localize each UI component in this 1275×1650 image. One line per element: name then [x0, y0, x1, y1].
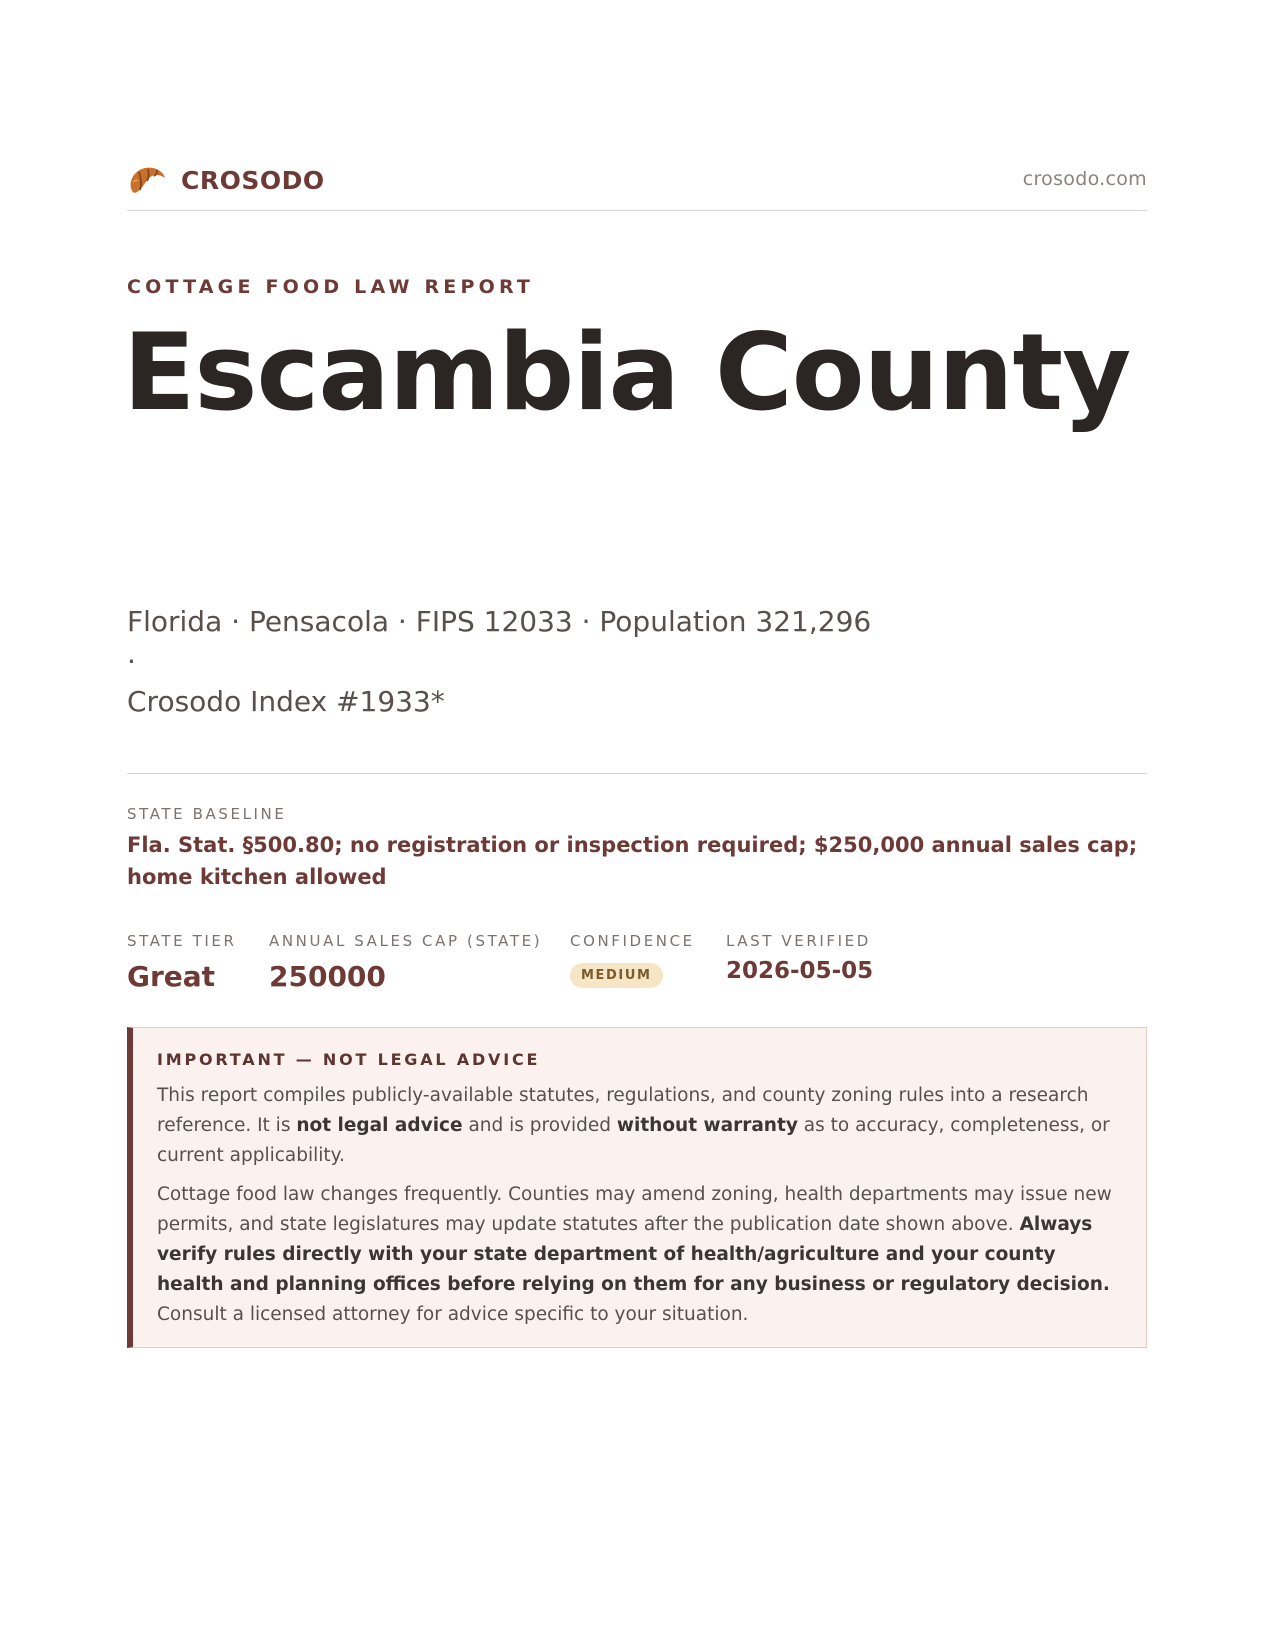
croissant-icon — [127, 162, 167, 198]
notice-text: Cottage food law changes frequently. Counties may amend zoning, health departments may issue new permits, and state legislatures may update statutes after the publication date shown above. — [157, 1184, 1112, 1235]
notice-text: Consult a licensed attorney for advice specific to your situation. — [157, 1304, 749, 1325]
stat-confidence — [570, 932, 695, 988]
notice-emphasis: without warranty — [616, 1115, 798, 1136]
section-divider — [127, 773, 1147, 774]
notice-text: and is provided — [462, 1115, 617, 1136]
notice-emphasis: Always verify rules directly with your state department of health/agriculture and your county health and planning offices before relying on them for any business or regulatory decision. — [157, 1214, 1110, 1295]
brand[interactable] — [127, 162, 325, 198]
stat-state-tier — [127, 932, 237, 993]
stat-label: LAST VERIFIED — [726, 932, 871, 950]
county-meta-line-1: Florida · Pensacola · FIPS 12033 · Population 321,296 · — [127, 605, 872, 678]
baseline-text: Fla. Stat. §500.80; no registration or inspection required; $250,000 annual sales cap; home kitchen allowed — [127, 833, 1138, 889]
stat-last-verified — [726, 932, 873, 984]
notice-emphasis: not legal advice — [296, 1115, 463, 1136]
confidence-badge: MEDIUM — [570, 963, 663, 988]
county-meta-line-2: Crosodo Index #1933* — [127, 685, 445, 718]
baseline-label: STATE BASELINE — [127, 805, 287, 823]
report-kicker: COTTAGE FOOD LAW REPORT — [127, 276, 535, 298]
site-url-link[interactable]: crosodo.com — [1022, 168, 1147, 190]
notice-text: This report compiles publicly-available statutes, regulations, and county zoning rules into a research reference. It is — [157, 1085, 1089, 1136]
county-meta — [127, 602, 887, 722]
brand-name: CROSODO — [181, 165, 325, 195]
notice-title: IMPORTANT — NOT LEGAL ADVICE — [157, 1050, 541, 1069]
stat-label: STATE TIER — [127, 932, 237, 950]
stat-label: CONFIDENCE — [570, 932, 695, 950]
notice-text: as to accuracy, completeness, or current applicability. — [157, 1115, 1110, 1166]
stat-value: 250000 — [269, 960, 386, 993]
notice-paragraph-2 — [157, 1180, 1122, 1330]
stat-label: ANNUAL SALES CAP (STATE) — [269, 932, 543, 950]
stat-value: Great — [127, 960, 216, 993]
stat-value: 2026-05-05 — [726, 958, 874, 984]
page-header — [127, 158, 1147, 211]
page-title: Escambia County — [123, 311, 1131, 434]
legal-notice — [127, 1027, 1147, 1348]
stat-sales-cap — [269, 932, 542, 993]
notice-paragraph-1 — [157, 1081, 1122, 1171]
